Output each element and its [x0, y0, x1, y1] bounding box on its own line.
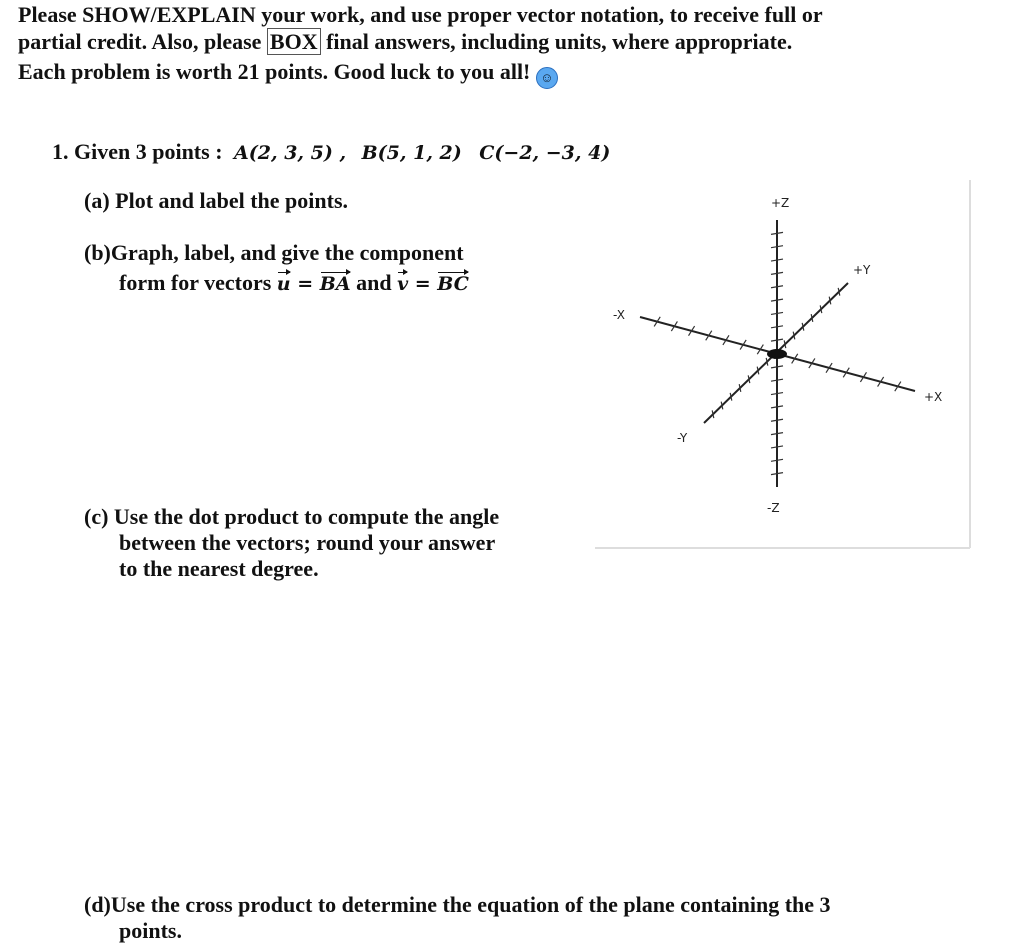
label-neg-z: -Z [767, 501, 780, 515]
y-axis-tick [721, 402, 723, 410]
vector-v: v [397, 273, 409, 295]
y-axis-tick [811, 314, 813, 322]
y-axis-tick [820, 305, 822, 313]
vector-u: u [276, 273, 291, 295]
y-axis-tick [829, 297, 831, 305]
equals: = [290, 273, 320, 295]
part-c-line-2: between the vectors; round your answer [119, 530, 496, 555]
part-d-line-2: points. [119, 918, 182, 943]
y-axis-tick [766, 358, 768, 366]
y-axis-tick [784, 340, 786, 348]
instruction-text: Each problem is worth 21 points. Good luck to you all! [18, 59, 531, 84]
given-text: Given 3 points : [74, 139, 223, 164]
y-axis-tick [712, 410, 714, 418]
vector-bc: BC [437, 273, 469, 295]
and-text: and [350, 270, 398, 295]
part-d-line-1: (d)Use the cross product to determine the equation of the plane containing the 3 [84, 892, 831, 917]
part-a: (a) Plot and label the points. [84, 188, 349, 213]
problem-number: 1. [52, 139, 69, 164]
label-pos-x: +X [924, 390, 943, 404]
y-axis-tick [739, 384, 741, 392]
instruction-text: final answers, including units, where appropriate. [326, 29, 793, 54]
label-neg-y: -Y [677, 431, 688, 445]
vector-ba: BA [319, 273, 351, 295]
box-word: BOX [267, 28, 321, 55]
part-b-text: form for vectors [119, 270, 272, 295]
y-axis-tick [757, 367, 759, 375]
instruction-line-1: Please SHOW/EXPLAIN your work, and use proper vector notation, to receive full or [18, 2, 823, 27]
equals: = [408, 273, 438, 295]
origin-point [767, 349, 787, 359]
smiling-face-icon: ☺ [536, 67, 558, 89]
label-neg-x: -X [613, 308, 625, 322]
label-pos-z: +Z [771, 196, 790, 210]
y-axis-tick [802, 323, 804, 331]
label-pos-y: +Y [853, 263, 871, 277]
y-axis-tick [730, 393, 732, 401]
point-c: C(−2, −3, 4) [479, 142, 611, 164]
part-c-line-3: to the nearest degree. [119, 556, 319, 581]
part-b-line-1: (b)Graph, label, and give the component [84, 240, 464, 265]
part-c-line-1: (c) Use the dot product to compute the angle [84, 504, 500, 529]
y-axis-tick [793, 332, 795, 340]
y-axis-tick [748, 375, 750, 383]
point-a: A(2, 3, 5) , [234, 142, 347, 164]
point-b: B(5, 1, 2) [361, 142, 462, 164]
y-axis-tick [838, 288, 840, 296]
instruction-text: partial credit. Also, please [18, 29, 262, 54]
